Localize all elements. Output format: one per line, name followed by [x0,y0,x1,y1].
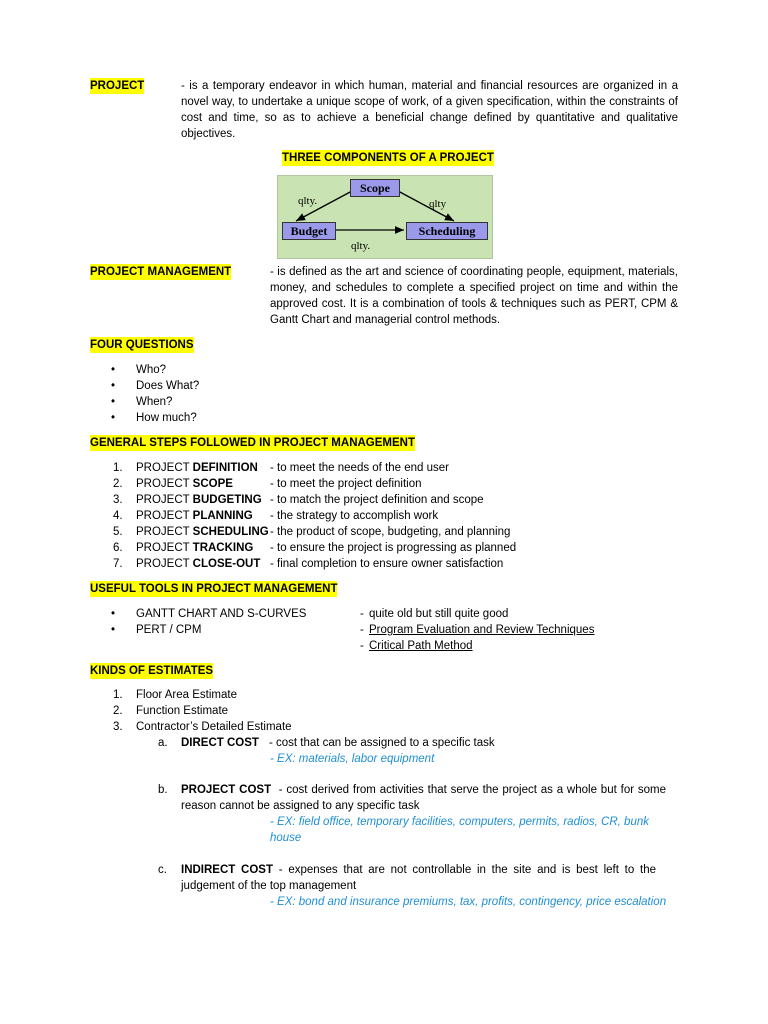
four-questions-heading: FOUR QUESTIONS [90,339,194,351]
qlty-bottom-label: qlty. [351,240,371,252]
list-item: • When? [136,394,172,410]
step-number: 6. [113,542,123,554]
estimate-number: 1. [113,689,123,701]
step-name: PROJECT CLOSE-OUT [136,558,261,570]
estimate-name: Floor Area Estimate [136,689,237,701]
subitem-example: - EX: field office, temporary facilities, computers, permits, radios, CR, bunk house [270,816,649,844]
subitem-line: PROJECT COST - cost derived from activities that serve the project as a whole but for some reason cannot be assigned to any specific task [181,784,666,812]
tool-desc: Program Evaluation and Review Techniques [369,624,595,636]
step-desc: - to ensure the project is progressing as planned [270,542,517,554]
step-desc: - to match the project definition and scope [270,494,484,506]
pm-term: PROJECT MANAGEMENT [90,266,232,278]
components-heading: THREE COMPONENTS OF A PROJECT [282,152,494,164]
tool-desc: Critical Path Method [369,640,473,652]
subitem-example: - EX: bond and insurance premiums, tax, profits, contingency, price escalation [270,896,667,908]
step-name: PROJECT BUDGETING [136,494,262,506]
step-name: PROJECT PLANNING [136,510,253,522]
estimate-name: Contractor’s Detailed Estimate [136,721,292,733]
tool-dash: - [360,640,364,652]
step-number: 3. [113,494,123,506]
step-number: 2. [113,478,123,490]
subitem-letter: b. [158,784,168,796]
general-steps-heading: GENERAL STEPS FOLLOWED IN PROJECT MANAGEMENT [90,437,415,449]
subitem-line: INDIRECT COST - expenses that are not controllable in the site and is best left to the judgement of the top management [181,864,657,892]
subitem-example: - EX: materials, labor equipment [270,753,435,765]
step-name: PROJECT SCOPE [136,478,233,490]
step-name: PROJECT SCHEDULING [136,526,269,538]
step-desc: - to meet the needs of the end user [270,462,450,474]
scheduling-box: Scheduling [406,222,488,240]
estimate-number: 2. [113,705,123,717]
tool-name: • PERT / CPM [136,622,201,638]
estimates-heading: KINDS OF ESTIMATES [90,665,214,677]
subitem-letter: c. [158,864,167,876]
step-desc: - to meet the project definition [270,478,422,490]
step-desc: - the product of scope, budgeting, and planning [270,526,511,538]
list-item: • Who? [136,362,166,378]
list-item: • How much? [136,410,197,426]
step-name: PROJECT DEFINITION [136,462,258,474]
tool-dash: - [360,608,364,620]
estimate-name: Function Estimate [136,705,229,717]
estimate-number: 3. [113,721,123,733]
step-number: 1. [113,462,123,474]
step-number: 5. [113,526,123,538]
components-diagram [277,175,493,259]
project-term: PROJECT [90,80,145,92]
step-desc: - the strategy to accomplish work [270,510,439,522]
step-number: 4. [113,510,123,522]
subitem-letter: a. [158,737,168,749]
step-desc: - final completion to ensure owner satisfaction [270,558,504,570]
tool-name: • GANTT CHART AND S-CURVES [136,606,306,622]
project-definition: - is a temporary endeavor in which human, material and financial resources are organized in a novel way, to undertake a unique scope of work, of a given specification, within the constraints of cost and time, so as to achieve a beneficial change defined by quantitative and qualitative objectives. [181,80,678,140]
list-item: • Does What? [136,378,199,394]
qlty-right-label: qlty [429,198,447,210]
tools-heading: USEFUL TOOLS IN PROJECT MANAGEMENT [90,583,338,595]
pm-definition: - is defined as the art and science of coordinating people, equipment, materials, money, and schedules to complete a specified project on time and within the approved cost. It is a combination of tools & techniques such as PERT, CPM & Gantt Chart and managerial control methods. [270,266,678,326]
step-number: 7. [113,558,123,570]
tool-dash: - [360,624,364,636]
budget-box: Budget [282,222,336,240]
scope-box: Scope [350,179,400,197]
tool-desc: quite old but still quite good [369,608,509,620]
step-name: PROJECT TRACKING [136,542,254,554]
subitem-line: DIRECT COST - cost that can be assigned to a specific task [181,737,495,749]
qlty-left-label: qlty. [298,195,318,207]
